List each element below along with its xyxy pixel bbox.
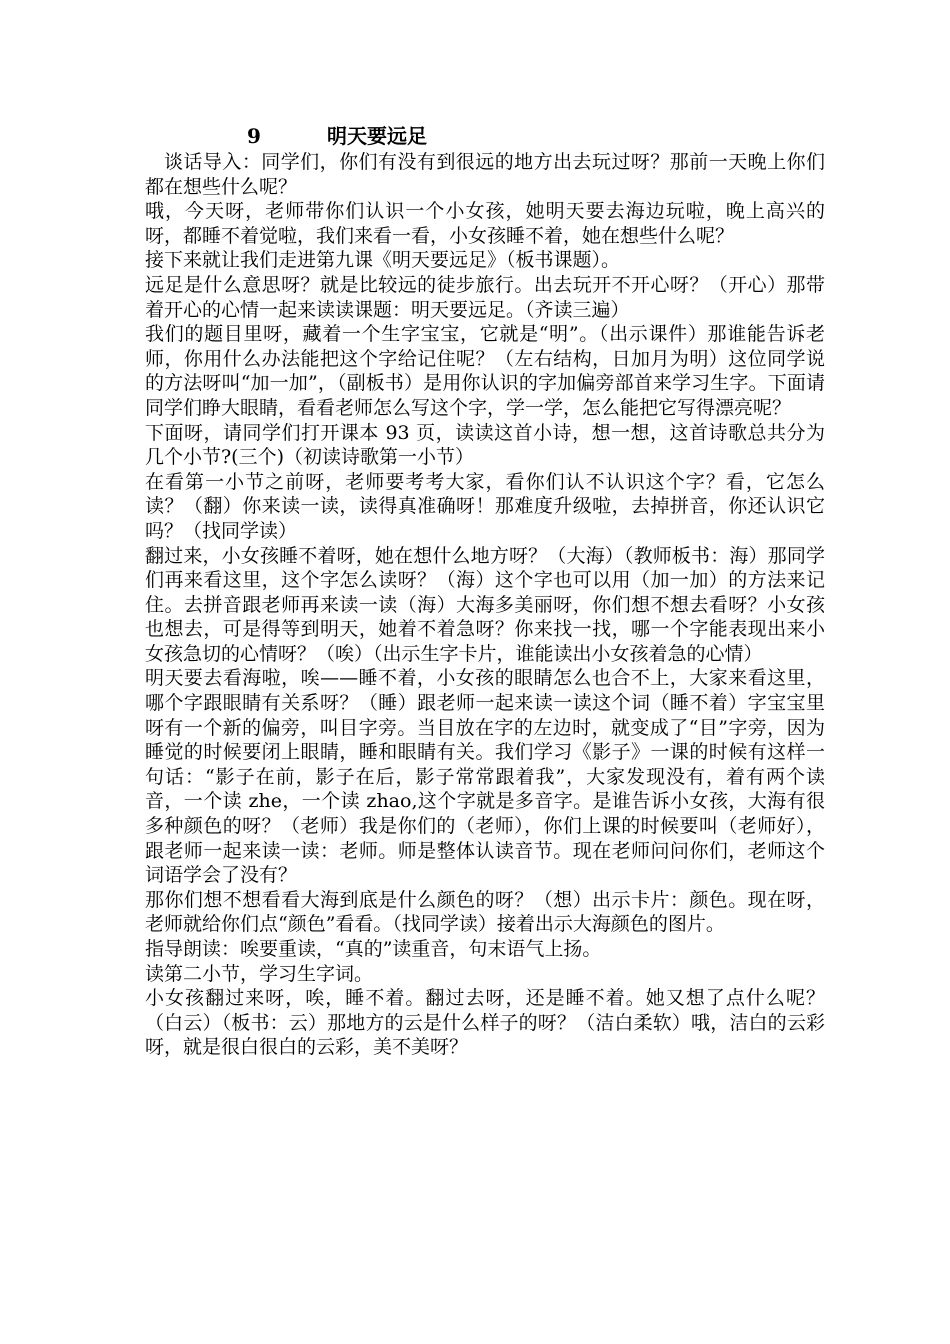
lesson-number: 9: [247, 124, 261, 148]
paragraph: 读第二小节，学习生字词。: [145, 962, 374, 985]
paragraph: 翻过来，小女孩睡不着呀，她在想什么地方呀？（大海）（教师板书：海）那同学们再来看这里，这个字怎么读呀？（海）这个字也可以用（加一加）的方法来记住。去拼音跟老师再来读一读（海）大海多美丽呀，你们想不想去看呀？小女孩也想去，可是得等到明天，她着不着急呀？你来找一找，哪一个字能表现出来小女孩急切的心情呀？（唉）（出示生字卡片，谁能读出小女孩着急的心情）: [145, 544, 825, 665]
paragraph: 接下来就让我们走进第九课《明天要远足》（板书课题）。: [145, 249, 621, 272]
paragraph: 哦，今天呀，老师带你们认识一个小女孩，她明天要去海边玩啦，晚上高兴的呀，都睡不着觉啦，我们来看一看，小女孩睡不着，她在想些什么呢？: [145, 200, 825, 247]
paragraph: 远足是什么意思呀？就是比较远的徒步旅行。出去玩开不开心呀？（开心）那带着开心的心情一起来读读课题：明天要远足。（齐读三遍）: [145, 273, 825, 321]
paragraph: 我们的题目里呀，藏着一个生字宝宝，它就是“明”。（出示课件）那谁能告诉老师，你用什么办法能把这个字给记住呢？（左右结构，日加月为明）这位同学说的方法呀叫“加一加”，（副板书）是用你认识的字加偏旁部首来学习生字。下面请同学们睁大眼睛，看看老师怎么写这个字，学一学，怎么能把它写得漂亮呢？: [145, 323, 825, 419]
lesson-body: [145, 150, 825, 1060]
paragraph: 在看第一小节之前呀，老师要考考大家，看你们认不认识这个字？看，它怎么读？（翻）你来读一读，读得真准确呀！那难度升级啦，去掉拼音，你还认识它吗？（找同学读）: [145, 470, 825, 542]
lesson-title-text: 明天要远足: [327, 124, 427, 148]
paragraph: 指导朗读：唉要重读，“真的”读重音，句末语气上扬。: [145, 938, 602, 960]
paragraph: 小女孩翻过来呀，唉，睡不着。翻过去呀，还是睡不着。她又想了点什么呢？（白云）（板书：云）那地方的云是什么样子的呀？（洁白柔软）哦，洁白的云彩呀，就是很白很白的云彩，美不美呀？: [145, 987, 825, 1059]
lesson-title: [247, 122, 427, 150]
paragraph: 谈话导入：同学们，你们有没有到很远的地方出去玩过呀？那前一天晚上你们都在想些什么呢？: [145, 151, 825, 198]
paragraph: 下面呀，请同学们打开课本 93 页，读读这首小诗，想一想，这首诗歌总共分为几个小节?(三个)（初读诗歌第一小节）: [145, 421, 825, 469]
paragraph: 明天要去看海啦，唉——睡不着，小女孩的眼睛怎么也合不上，大家来看这里，哪个字跟眼睛有关系呀？（睡）跟老师一起来读一读这个词（睡不着）字宝宝里呀有一个新的偏旁，叫目字旁。当目放在字的左边时，就变成了“目”字旁，因为睡觉的时候要闭上眼睛，睡和眼睛有关。我们学习《影子》一课的时候有这样一句话：“影子在前，影子在后，影子常常跟着我”，大家发现没有，着有两个读音，一个读 zhe，一个读 zhao,这个字就是多音字。是谁告诉小女孩，大海有很多种颜色的呀？（老师）我是你们的（老师），你们上课的时候要叫（老师好），跟老师一起来读一读：老师。师是整体认读音节。现在老师问问你们，老师这个词语学会了没有？: [145, 667, 825, 887]
paragraph: 那你们想不想看看大海到底是什么颜色的呀？（想）出示卡片：颜色。现在呀，老师就给你们点“颜色”看看。（找同学读）接着出示大海颜色的图片。: [145, 888, 825, 936]
